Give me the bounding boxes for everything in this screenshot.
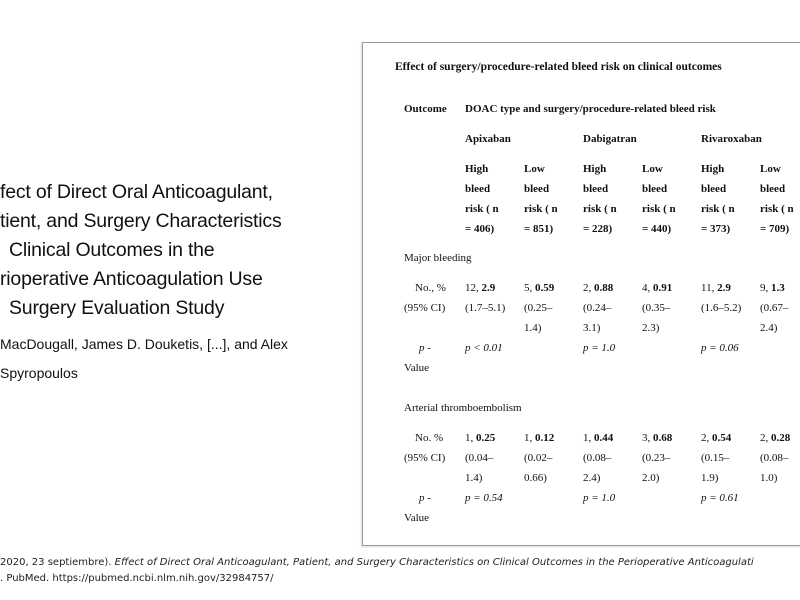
risk-column-header: bleed xyxy=(583,183,609,195)
data-cell xyxy=(760,428,790,448)
risk-column-header: risk ( n xyxy=(524,203,558,215)
citation-line-2: . PubMed. https://pubmed.ncbi.nlm.nih.gov/32984757/ xyxy=(0,573,274,584)
group-header: DOAC type and surgery/procedure-related bleed risk xyxy=(465,103,716,115)
cell-count: 2, xyxy=(760,432,771,444)
drug-header: Rivaroxaban xyxy=(701,133,762,145)
authors xyxy=(0,330,300,388)
cell-count: 9, xyxy=(760,282,771,294)
cell-count: 2, xyxy=(701,432,712,444)
risk-column-header: bleed xyxy=(642,183,668,195)
risk-column-header: risk ( n xyxy=(642,203,676,215)
title-line: Clinical Outcomes in the xyxy=(9,239,215,261)
risk-column-header: Low xyxy=(760,163,781,175)
table-title: Effect of surgery/procedure-related bleed risk on clinical outcomes xyxy=(395,61,722,73)
p-label: Value xyxy=(404,362,430,374)
p-value: p < 0.01 xyxy=(465,342,503,354)
cell-percent: 2.9 xyxy=(481,282,496,294)
cell-percent: 0.88 xyxy=(594,282,614,294)
p-value: p = 1.0 xyxy=(583,342,616,354)
cell-ci: 1.0) xyxy=(760,472,778,484)
section-label: Arterial thromboembolism xyxy=(404,402,522,414)
data-cell xyxy=(465,428,495,448)
risk-column-header: = 851) xyxy=(524,223,554,235)
cell-ci: (0.08– xyxy=(760,452,789,464)
cell-ci: 1.4) xyxy=(465,472,483,484)
cell-ci: (0.23– xyxy=(642,452,671,464)
cell-count: 4, xyxy=(642,282,653,294)
title-line: fect of Direct Oral Anticoagulant, xyxy=(0,181,273,203)
cell-ci: (0.25– xyxy=(524,302,553,314)
cell-percent: 2.9 xyxy=(717,282,731,294)
citation-article-title: Effect of Direct Oral Anticoagulant, Patient, and Surgery Characteristics on Clinical Outcomes in the Perioperative Anticoagulati xyxy=(114,557,754,568)
risk-column-header: Low xyxy=(524,163,545,175)
cell-ci: 2.4) xyxy=(760,322,778,334)
cell-count: 11, xyxy=(701,282,718,294)
data-cell xyxy=(760,278,785,298)
cell-ci: 3.1) xyxy=(583,322,601,334)
cell-ci: (0.08– xyxy=(583,452,612,464)
risk-column-header: bleed xyxy=(465,183,491,195)
data-cell xyxy=(465,278,495,298)
risk-column-header: risk ( n xyxy=(701,203,735,215)
cell-percent: 0.59 xyxy=(535,282,555,294)
risk-column-header: = 373) xyxy=(701,223,731,235)
outcome-header: Outcome xyxy=(404,103,447,115)
risk-column-header: High xyxy=(701,163,725,175)
risk-column-header: bleed xyxy=(760,183,786,195)
data-cell xyxy=(701,428,731,448)
data-cell xyxy=(583,428,613,448)
title-line: tient, and Surgery Characteristics xyxy=(0,210,282,232)
cell-count: 12, xyxy=(465,282,482,294)
risk-column-header: bleed xyxy=(701,183,727,195)
p-label: p - xyxy=(419,342,431,354)
risk-column-header: High xyxy=(465,163,489,175)
cell-ci: 2.0) xyxy=(642,472,660,484)
title-line: Surgery Evaluation Study xyxy=(9,297,225,319)
outcomes-table-figure xyxy=(362,42,800,546)
cell-ci: (0.24– xyxy=(583,302,612,314)
cell-count: 2, xyxy=(583,282,594,294)
risk-column-header: bleed xyxy=(524,183,550,195)
cell-percent: 1.3 xyxy=(771,282,785,294)
data-cell xyxy=(701,278,731,298)
cell-ci: (0.15– xyxy=(701,452,730,464)
risk-column-header: = 709) xyxy=(760,223,790,235)
data-cell xyxy=(524,428,554,448)
cell-ci: 0.66) xyxy=(524,472,547,484)
cell-ci: 1.9) xyxy=(701,472,719,484)
data-cell xyxy=(642,428,672,448)
citation-prefix: 2020, 23 septiembre). xyxy=(0,557,115,568)
cell-count: 3, xyxy=(642,432,653,444)
data-cell xyxy=(524,278,554,298)
cell-percent: 0.44 xyxy=(594,432,614,444)
p-value: p = 0.54 xyxy=(465,492,503,504)
risk-column-header: = 228) xyxy=(583,223,613,235)
citation xyxy=(0,555,800,587)
p-value: p = 0.61 xyxy=(701,492,739,504)
cell-ci: 2.3) xyxy=(642,322,660,334)
row-label: (95% CI) xyxy=(404,452,446,464)
cell-ci: (0.67– xyxy=(760,302,789,314)
data-cell xyxy=(583,278,613,298)
cell-ci: (0.35– xyxy=(642,302,671,314)
row-label: No. % xyxy=(415,432,444,444)
risk-column-header: risk ( n xyxy=(760,203,794,215)
risk-column-header: = 406) xyxy=(465,223,495,235)
cell-ci: 2.4) xyxy=(583,472,601,484)
cell-percent: 0.12 xyxy=(535,432,555,444)
cell-count: 1, xyxy=(465,432,476,444)
row-label: (95% CI) xyxy=(404,302,446,314)
p-label: Value xyxy=(404,512,430,524)
cell-ci: (1.6–5.2) xyxy=(701,302,742,314)
section-label: Major bleeding xyxy=(404,252,472,264)
risk-column-header: = 440) xyxy=(642,223,672,235)
cell-ci: (0.04– xyxy=(465,452,494,464)
cell-percent: 0.54 xyxy=(712,432,732,444)
cell-percent: 0.91 xyxy=(653,282,673,294)
cell-percent: 0.25 xyxy=(476,432,496,444)
data-cell xyxy=(642,278,672,298)
p-label: p - xyxy=(419,492,431,504)
cell-count: 5, xyxy=(524,282,535,294)
cell-percent: 0.28 xyxy=(771,432,791,444)
author-line: Spyropoulos xyxy=(0,365,78,381)
cell-ci: (0.02– xyxy=(524,452,553,464)
risk-column-header: risk ( n xyxy=(465,203,499,215)
p-value: p = 0.06 xyxy=(701,342,739,354)
p-value: p = 1.0 xyxy=(583,492,616,504)
citation-line-1 xyxy=(0,555,800,571)
cell-percent: 0.68 xyxy=(653,432,673,444)
drug-header: Dabigatran xyxy=(583,133,637,145)
title-line: rioperative Anticoagulation Use xyxy=(0,268,263,290)
risk-column-header: Low xyxy=(642,163,663,175)
cell-ci: (1.7–5.1) xyxy=(465,302,506,314)
risk-column-header: risk ( n xyxy=(583,203,617,215)
drug-header: Apixaban xyxy=(465,133,511,145)
cell-count: 1, xyxy=(583,432,594,444)
row-label: No., % xyxy=(415,282,446,294)
author-line: MacDougall, James D. Douketis, [...], and Alex xyxy=(0,336,288,352)
slide-title xyxy=(0,178,300,323)
risk-column-header: High xyxy=(583,163,607,175)
cell-count: 1, xyxy=(524,432,535,444)
cell-ci: 1.4) xyxy=(524,322,542,334)
